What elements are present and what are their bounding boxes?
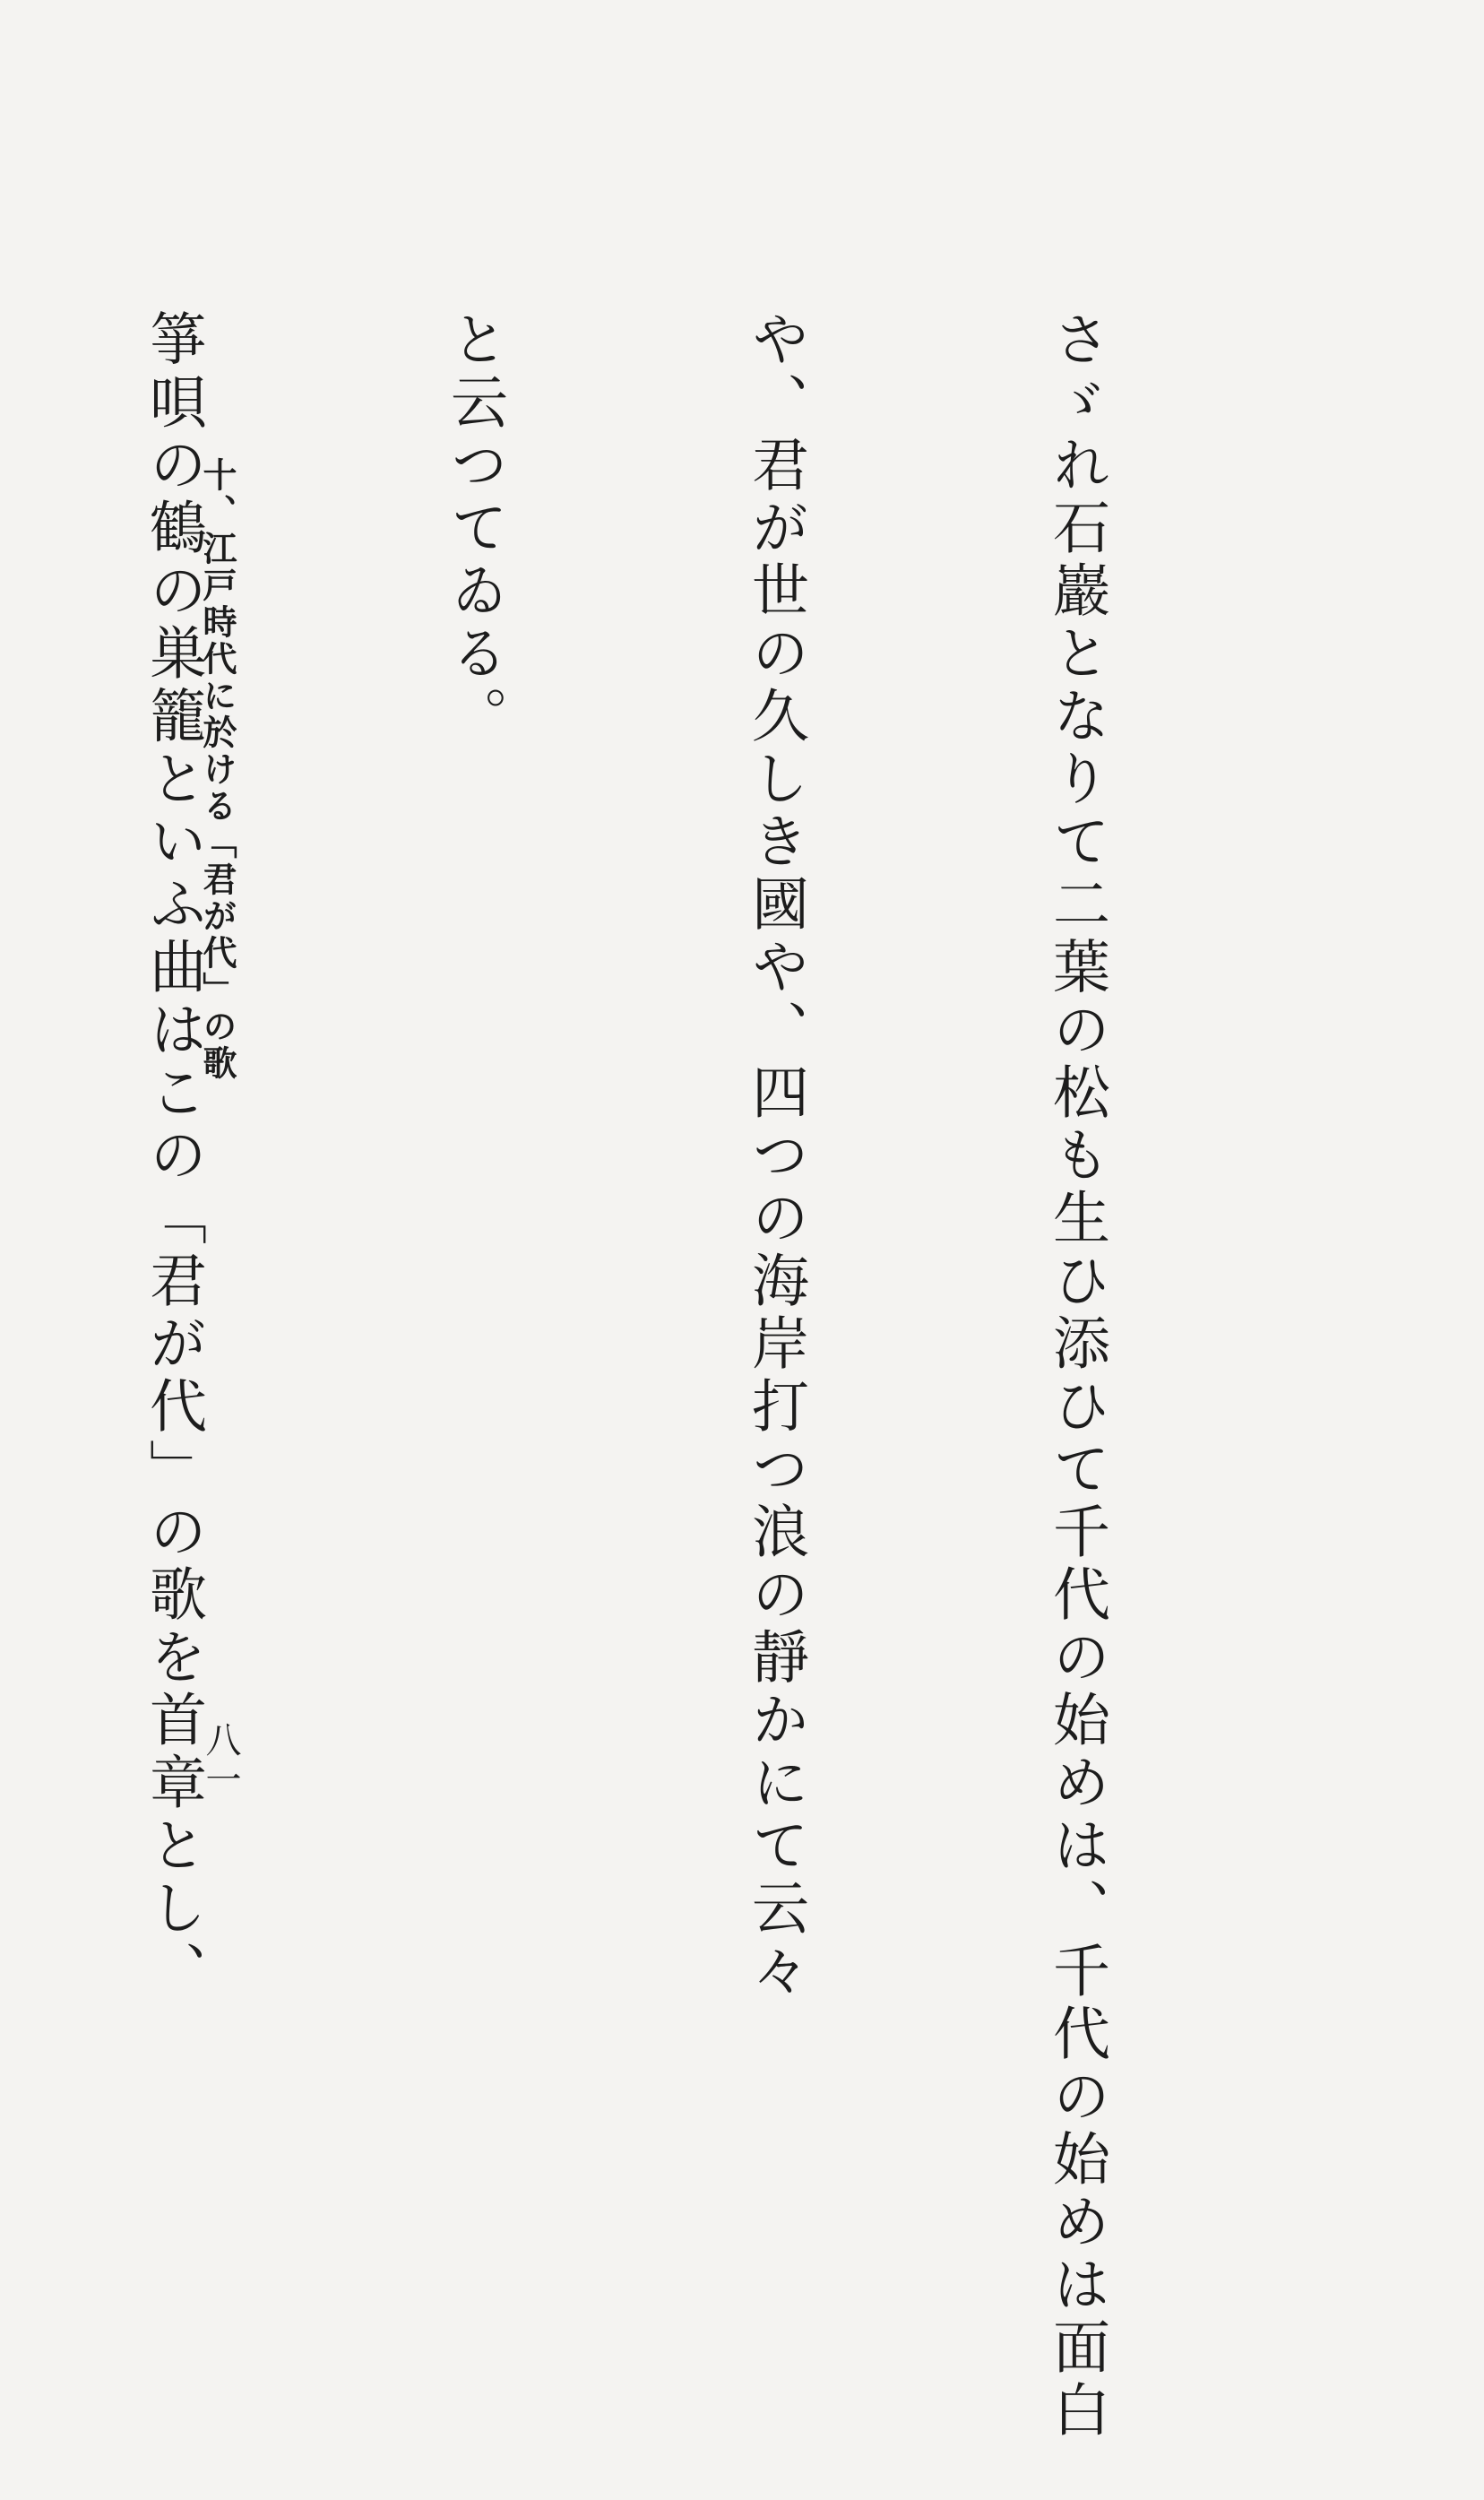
text-line: と云つてゐる。: [441, 309, 507, 748]
text-line: や、君が世の久しき國や、四つの海岸打つ浪の靜かにて云々: [742, 309, 808, 2003]
text-line: 箏唄の鶴の巣籠といふ曲はこの「君が代」の歌を首章とし、: [140, 309, 206, 2003]
page-number: 八一: [200, 1721, 241, 1800]
text-line: さゞれ石巖となりて二葉の松も生ひ添ひて千代の始めは、千代の始めは面白: [1043, 309, 1109, 2443]
running-head: 十、江戸時代に於ける「君が代」の歌: [197, 457, 237, 1082]
